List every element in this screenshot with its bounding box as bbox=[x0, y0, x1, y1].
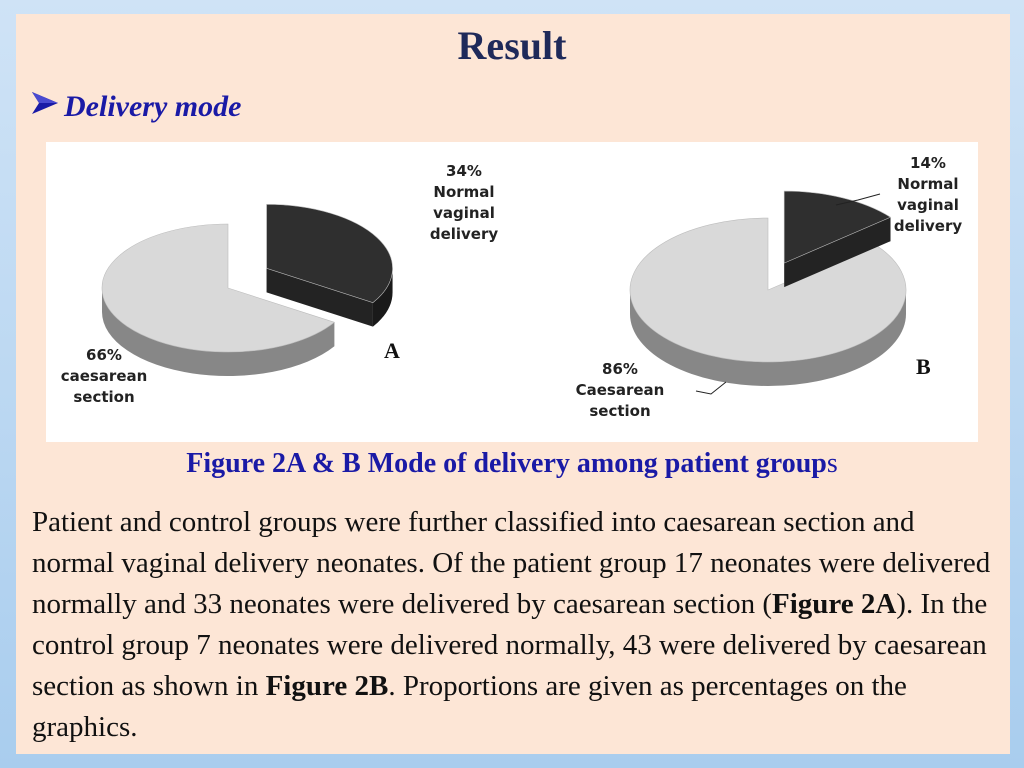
pie-b-slice-1-label bbox=[894, 154, 963, 235]
pie-b-slice-2-label bbox=[576, 360, 665, 420]
label-line: 66% bbox=[86, 346, 122, 364]
label-line: 34% bbox=[446, 162, 482, 180]
label-line: caesarean bbox=[60, 367, 148, 385]
label-line: section bbox=[589, 402, 651, 420]
label-line: 14% bbox=[910, 154, 946, 172]
paragraph-part-2: ). In the control group 7 neonates were delivered normally, 43 were delivered by caesarean section as shown in bbox=[32, 588, 988, 702]
bullet-heading bbox=[30, 90, 241, 124]
panel-letter-a: A bbox=[384, 338, 400, 363]
label-line: vaginal bbox=[433, 204, 495, 222]
caption-tail: s bbox=[826, 448, 838, 479]
pie-a-slice-1-label bbox=[430, 162, 499, 243]
label-line: delivery bbox=[429, 225, 499, 243]
caption-main: Figure 2A & B Mode of delivery among patient group bbox=[186, 448, 827, 479]
figure-2b-reference: Figure 2B bbox=[265, 670, 389, 702]
paragraph-part-1: Patient and control groups were further classified into caesarean section and normal vaginal delivery neonates. Of the patient group 17 neonates were delivered normally and 33 neonates were delivered by caesarean section ( bbox=[32, 506, 991, 620]
arrow-bullet-icon bbox=[30, 90, 60, 124]
pie-chart-figure bbox=[46, 142, 978, 442]
label-line: section bbox=[73, 388, 135, 406]
paragraph-part-3: . Proportions are given as percentages on the graphics. bbox=[32, 670, 907, 743]
label-line: Caesarean bbox=[575, 381, 665, 399]
body-paragraph bbox=[32, 502, 992, 748]
label-line: Normal bbox=[433, 183, 495, 201]
label-line: vaginal bbox=[897, 196, 959, 214]
panel-letter-b: B bbox=[916, 354, 931, 379]
slide-title: Result bbox=[457, 23, 567, 68]
figure-caption bbox=[0, 448, 1024, 480]
bullet-text: Delivery mode bbox=[64, 90, 242, 123]
pie-a-slice-2-label bbox=[61, 346, 148, 406]
pie-charts-svg bbox=[46, 142, 978, 442]
label-line: 86% bbox=[602, 360, 638, 378]
pie-b-leader-line-2 bbox=[696, 382, 726, 394]
figure-2a-reference: Figure 2A bbox=[771, 588, 897, 620]
label-line: Normal bbox=[897, 175, 959, 193]
label-line: delivery bbox=[893, 217, 963, 235]
